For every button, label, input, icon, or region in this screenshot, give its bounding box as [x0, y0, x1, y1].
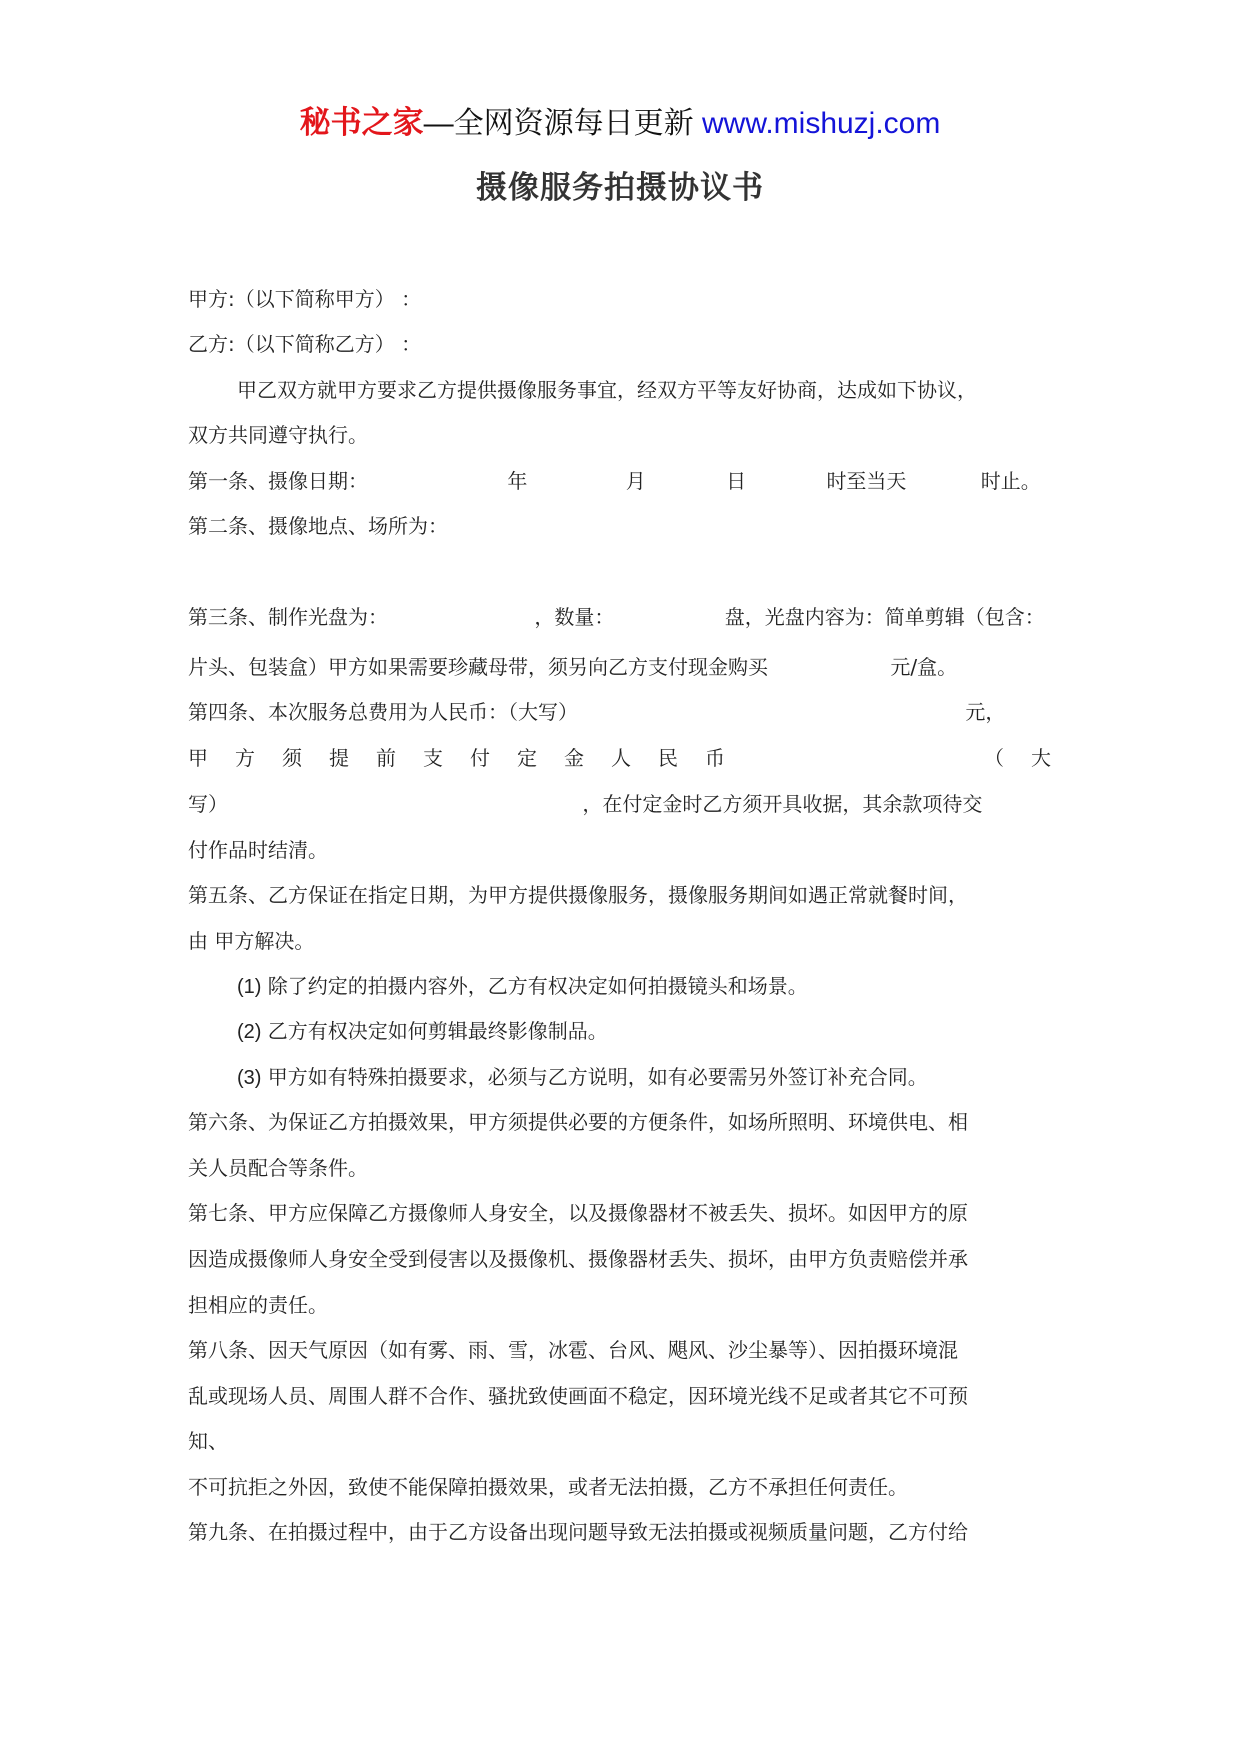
article-4-line-3 — [188, 790, 982, 818]
disc-content-label: 盘，光盘内容为：简单剪辑（包含： — [724, 605, 1045, 629]
spaced-char: 人 — [611, 746, 631, 770]
article-6-line-2: 关人员配合等条件。 — [188, 1156, 368, 1180]
article-7-line-3: 担相应的责任。 — [188, 1293, 328, 1317]
article-1-line — [188, 467, 1041, 495]
site-url[interactable]: www.mishuzj.com — [701, 107, 941, 140]
daxie-label: 写） — [188, 792, 228, 816]
spaced-char: 提 — [329, 746, 349, 770]
spaced-char: 大 — [1031, 746, 1051, 770]
item-text: 除了约定的拍摄内容外，乙方有权决定如何拍摄镜头和场景。 — [261, 974, 808, 998]
spaced-char: 民 — [658, 746, 678, 770]
time-from-label: 时至当天 — [826, 469, 907, 493]
article-7-line-1: 第七条、甲方应保障乙方摄像师人身安全，以及摄像器材不被丢失、损坏。如因甲方的原 — [188, 1201, 968, 1225]
party-b-line: 乙方:（以下简称乙方） ： — [188, 332, 422, 356]
article-8-line-3: 知、 — [188, 1429, 228, 1453]
spaced-char: 甲 — [188, 746, 208, 770]
article-4-line-4: 付作品时结清。 — [188, 838, 328, 862]
year-label: 年 — [507, 469, 528, 493]
item-number: (1) — [237, 976, 262, 998]
month-label: 月 — [625, 469, 646, 493]
site-tagline: —全网资源每日更新 — [423, 107, 694, 140]
article-2-line: 第二条、摄像地点、场所为： — [188, 514, 448, 538]
article-8-line-4: 不可抗拒之外因，致使不能保障拍摄效果，或者无法拍摄，乙方不承担任何责任。 — [188, 1475, 908, 1499]
article-8-line-2: 乱或现场人员、周围人群不合作、骚扰致使画面不稳定，因环境光线不足或者其它不可预 — [188, 1384, 968, 1408]
site-header — [0, 103, 1240, 144]
deposit-receipt-text: ，在付定金时乙方须开具收据，其余款项待交 — [582, 792, 983, 816]
item-text: 乙方有权决定如何剪辑最终影像制品。 — [261, 1019, 608, 1043]
article-4-label: 第四条、本次服务总费用为人民币：（大写） — [188, 700, 578, 724]
disc-quantity-label: ，数量： — [534, 605, 615, 629]
item-number: (3) — [237, 1067, 262, 1089]
article-5-item-2 — [237, 1017, 608, 1046]
article-8-line-1: 第八条、因天气原因（如有雾、雨、雪，冰雹、台风、飓风、沙尘暴等）、因拍摄环境混 — [188, 1338, 958, 1362]
article-5-item-1 — [237, 972, 808, 1001]
site-brand: 秘书之家 — [299, 105, 424, 140]
document-title: 摄像服务拍摄协议书 — [476, 170, 764, 206]
item-text: 甲方如有特殊拍摄要求，必须与乙方说明，如有必要需另外签订补充合同。 — [261, 1065, 928, 1089]
spaced-char: 支 — [423, 746, 443, 770]
intro-line-1: 甲乙双方就甲方要求乙方提供摄像服务事宜，经双方平等友好协商，达成如下协议， — [237, 378, 977, 402]
spaced-char: 前 — [376, 746, 396, 770]
article-1-label: 第一条、摄像日期： — [188, 469, 368, 493]
spaced-char: 币 — [705, 746, 725, 770]
master-tape-text: 片头、包装盒）甲方如果需要珍藏母带，须另向乙方支付现金购买 — [188, 655, 768, 679]
time-to-label: 时止。 — [980, 469, 1041, 493]
yuan-label: 元， — [965, 700, 1006, 724]
article-7-line-2: 因造成摄像师人身安全受到侵害以及摄像机、摄像器材丢失、损坏，由甲方负责赔偿并承 — [188, 1247, 968, 1271]
day-label: 日 — [726, 469, 747, 493]
item-number: (2) — [237, 1021, 262, 1043]
article-3-line-2 — [188, 653, 957, 681]
intro-line-2: 双方共同遵守执行。 — [188, 423, 368, 447]
article-9-line-1: 第九条、在拍摄过程中，由于乙方设备出现问题导致无法拍摄或视频质量问题，乙方付给 — [188, 1520, 968, 1544]
article-6-line-1: 第六条、为保证乙方拍摄效果，甲方须提供必要的方便条件，如场所照明、环境供电、相 — [188, 1110, 968, 1134]
party-a-line: 甲方:（以下简称甲方） ： — [188, 287, 422, 311]
article-3-line-1 — [188, 603, 1045, 631]
spaced-char: （ — [984, 746, 1004, 770]
article-5-item-3 — [237, 1063, 928, 1092]
spaced-char: 方 — [235, 746, 255, 770]
article-4-line-1 — [188, 698, 1005, 726]
article-4-line-2 — [188, 744, 1051, 772]
article-5-line-2: 由 甲方解决。 — [188, 929, 315, 953]
spaced-char: 金 — [564, 746, 584, 770]
article-5-line-1: 第五条、乙方保证在指定日期，为甲方提供摄像服务，摄像服务期间如遇正常就餐时间， — [188, 883, 968, 907]
spaced-char: 付 — [470, 746, 490, 770]
price-per-box-label: 元/盒。 — [890, 655, 958, 679]
article-3-label: 第三条、制作光盘为： — [188, 605, 388, 629]
spaced-char: 须 — [282, 746, 302, 770]
spaced-char: 定 — [517, 746, 537, 770]
